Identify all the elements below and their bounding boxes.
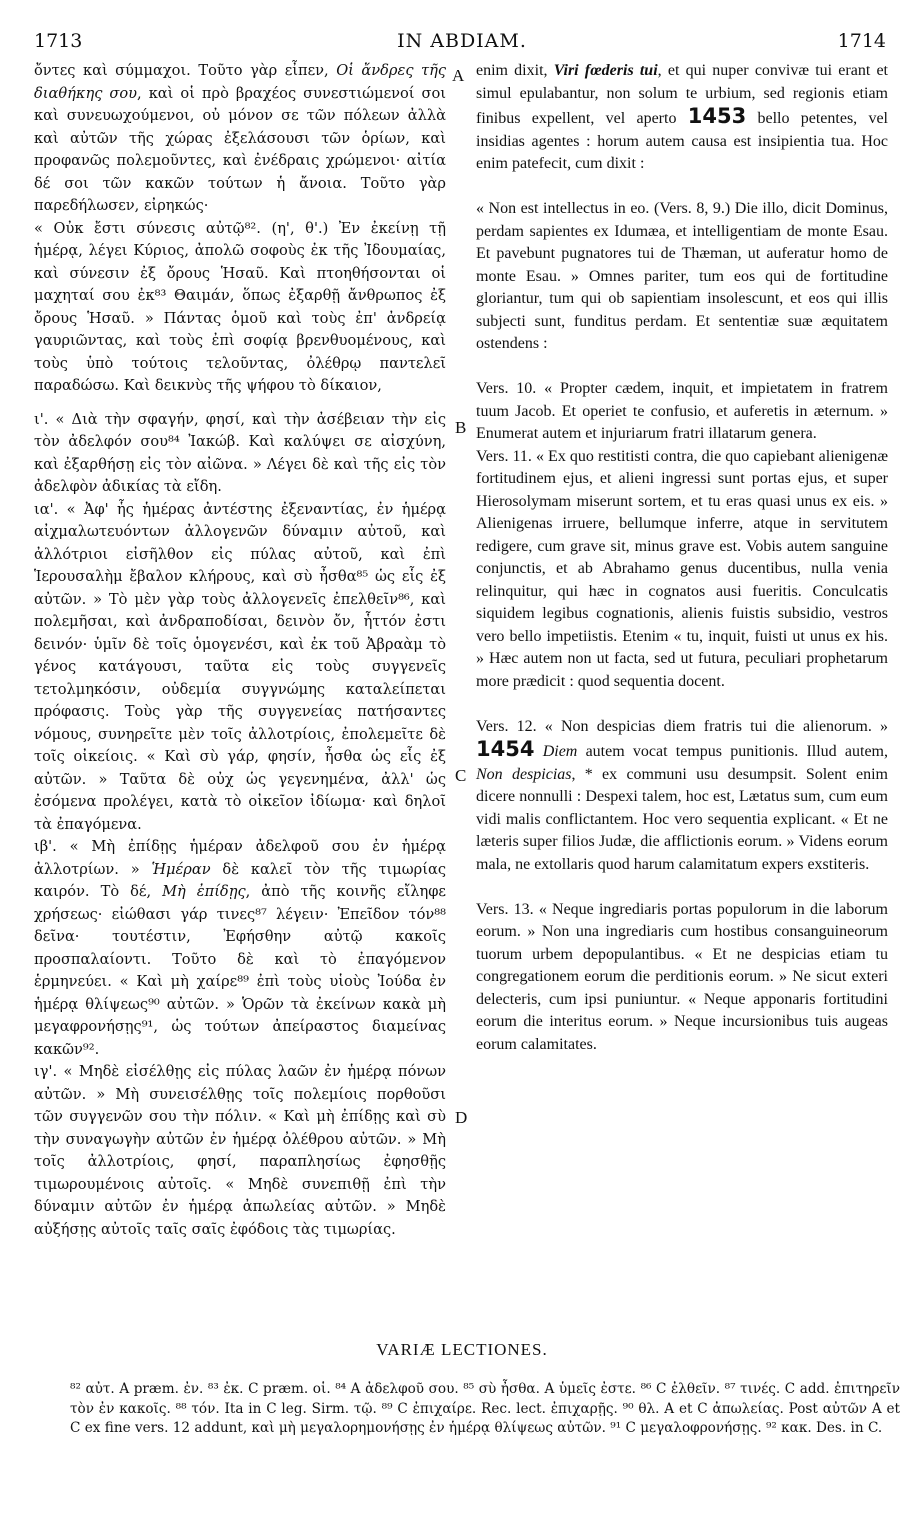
greek-paragraph-2: « Οὐκ ἔστι σύνεσις αὐτῷ⁸². (η', θ'.) Ἐν ἐκείνῃ τῇ ἡμέρᾳ, λέγει Κύριος, ἀπολῶ σοφοὺς ἐκ τῆς Ἰδουμαίας, καὶ σύνεσιν ἐξ ὄρους Ἡσαῦ. Καὶ πτοηθήσονται οἱ μαχηταί σου ἐκ⁸³ Θαιμάν, ὅπως ἐξαρθῇ ἄνθρωπος ἐξ ὄρους Ἡσαῦ. » Πάντας ὁμοῦ καὶ τοὺς ἐπ' ἀνδρείᾳ γαυριῶντας, καὶ τοὺς ἐπὶ σοφίᾳ βρενθυομένους, καὶ τοὺς ὑπὸ τούτοις τελοῦντας, ὀλέθρῳ παντελεῖ παραδώσω. Καὶ δεικνὺς τῆς ψήφου τὸ δίκαιον, (34, 219, 446, 394)
greek-paragraph-6: ιγ'. « Μηδὲ εἰσέλθῃς εἰς πύλας λαῶν ἐν ἡμέρᾳ πόνων αὐτῶν. » Μὴ συνεισέλθῃς τοῖς πολεμίοις πορθοῦσι τῶν συγγενῶν σου τὴν πόλιν. « Καὶ μὴ ἐπίδῃς καὶ σὺ τὴν συναγωγὴν αὐτῶν ἐν ἡμέρᾳ ὀλέθρου αὐτῶν. » Μὴ τοῖς ἀλλοτρίοις, φησί, παραπλησίως ἐφησθῇς τιμωρουμένοις αὐτοῖς. « Μηδὲ συνεπιθῇ ἐπὶ τὴν δύναμιν αὐτῶν ἐν ἡμέρᾳ ἀπωλείας αὐτῶν. » Μηδὲ αὐξήσῃς αὐτοῖς ταῖς σαῖς ἐφόδοις τὰς τιμωρίας. (34, 1063, 446, 1238)
greek-column (34, 60, 446, 1241)
latin-paragraph-5: Vers. 12. « Non despicias diem fratris tui die alienorum. » 1454 Diem autem vocat tempus punitionis. Illud autem, Non despicias, * ex communi usu desumpsit. Solent enim dicere nonnulli : Despexi talem, hoc est, Lætatus sum, cum eum vidi malis conflictantem. Hoc vero sequentia explicant. « Et ne læteris super filios Judæ, die afflictionis eorum. » Videns eorum mala, ne extollaris quod harum calamitatum expers exstiteris. (476, 717, 889, 873)
right-page-number: 1714 (837, 30, 886, 52)
latin-paragraph-6: Vers. 13. « Neque ingrediaris portas populorum in die laborum eorum. » Non una ingrediaris cum hostibus consanguineorum tuorum urbem depopulantibus. « Et ne despicias etiam tu congregationem eorum die perditionis eorum. » Ne sicut exteri delecteris, cum ipsi puniuntur. « Neque apponaris fortitudini eorum die interitus eorum. » Neque incursionibus tuis augeas eorum calamitates. (476, 900, 888, 1053)
latin-paragraph-1: enim dixit, Viri fœderis tui, et qui nuper convivæ tui erant et simul epulabantur, non solum te urbium, sed regionis etiam finibus expellent, vel aperto 1453 bello petentes, vel insidias agentes : horum autem causa est insipientia tua. Hoc enim patefecit, cum dixit : (476, 62, 889, 172)
column-number-1454: 1454 (476, 737, 535, 761)
latin-paragraph-4: Vers. 11. « Ex quo restitisti contra, die quo capiebant alienigenæ fortitudinem ejus, et alieni ingressi sunt portas ejus, et super Hierosolymam miserunt sortem, et tu eras quasi unus ex eis. » Alienigenas irruere, bellumque inferre, atque in servitutem redigere, cum grave sit, minus grave est. Vobis autem sanguine conjunctis, et ab Abrahamo genus ducentibus, nulla venia relinquitur, qui hæc in cognatos ausi fueritis. Conculcatis siquidem legibus cognationis, alienis fuistis subsidio, vestros vero bello impetiistis. Etenim « tu, inquit, fuisti ut unus ex his. » Hæc autem non ut facta, sed ut futura, peculiari prophetarum more prædicit : quod sequentia docent. (476, 447, 888, 690)
running-title: IN ABDIAM. (397, 30, 527, 52)
latin-paragraph-3: Vers. 10. « Propter cædem, inquit, et impietatem in fratrem tuum Jacob. Et operiet te confusio, et auferetis in æternum. » Enumerat autem et injuriarum fratri illatarum genera. (476, 380, 888, 442)
greek-paragraph-4: ια'. « Ἀφ' ἧς ἡμέρας ἀντέστης ἐξεναντίας, ἐν ἡμέρᾳ αἰχμαλωτευόντων ἀλλογενῶν δύναμιν αὐτοῦ, καὶ ἀλλότριοι εἰσῆλθον εἰς πύλας αὐτοῦ, καὶ ἐπὶ Ἱερουσαλὴμ ἔβαλον κλήρους, καὶ σὺ ἦσθα⁸⁵ ὡς εἷς ἐξ αὐτῶν. » Τὸ μὲν γὰρ τοὺς ἀλλογενεῖς ἐπελθεῖν⁸⁶, καὶ πολεμῆσαι, καὶ ἀνδραποδίσαι, δεινὸν ὄν, ἧττόν ἐστι δεινόν· ὑμῖν δὲ τοῖς ὁμογενέσι, καὶ ἐκ τοῦ Ἀβραὰμ τὸ γένος κατάγουσι, ταῦτα εἰς τοὺς συγγενεῖς τετολμηκόσιν, οὐδεμία συγγνώμης καταλείπεται πρόφασις. Τοὺς γὰρ τῆς συγγενείας πατήσαντες νόμους, συνηρεῖτε μὲν τοῖς ἀλλοτρίοις, ἐπολεμεῖτε δὲ τοῖς οἰκείοις. « Καὶ σὺ γάρ, φησίν, ἦσθα ὡς εἷς ἐξ αὐτῶν. » Ταῦτα δὲ οὐχ ὡς γεγενημένα, ἀλλ' ὡς ἐσόμενα προλέγει, κατὰ τὸ οἰκεῖον ἰδίωμα· καὶ δηλοῖ τὰ ἐπαγόμενα. (34, 500, 446, 833)
greek-paragraph-1: ὄντες καὶ σύμμαχοι. Τοῦτο γὰρ εἶπεν, Οἱ ἄνδρες τῆς διαθήκης σου, καὶ οἱ πρὸ βραχέος συνεστιώμενοί σοι καὶ συνευωχούμενοι, οὐ μόνον σε τῶν πόλεων ἀλλὰ καὶ αὐτῶν τῆς χώρας ἐξελάσουσι τῶν ὁρίων, καὶ προφανῶς πολεμοῦντες, καὶ ἐνέδραις χρώμενοι· αἰτία δέ σοι τῶν κακῶν τούτων ἡ ἄνοια. Τοῦτο γὰρ παρεδήλωσεν, εἰρηκώς· (34, 62, 446, 214)
variae-lectiones-notes: ⁸² αὐτ. A præm. ἐν. ⁸³ ἐκ. C præm. οἱ. ⁸⁴ A ἀδελφοῦ σου. ⁸⁵ σὺ ἦσθα. A ὑμεῖς ἐστε. ⁸⁶ C ἐλθεῖν. ⁸⁷ τινές. C add. ἐπιτηρεῖν τὸν ἐν κακοῖς. ⁸⁸ τόν. Ita in C leg. Sirm. τῷ. ⁸⁹ C ἐπιχαίρε. Rec. lect. ἐπιχαρῇς. ⁹⁰ θλ. A et C ἀπωλείας. Post αὐτῶν A et C ex fine vers. 12 addunt, καὶ μὴ μεγαλορημονήσῃς ἐν ἡμέρᾳ θλίψεως αὐτῶν. ⁹¹ C μεγαλοφρονήσῃς. ⁹² κακ. Des. in C. (70, 1381, 900, 1436)
margin-marker-b: B (455, 418, 467, 437)
latin-paragraph-2: « Non est intellectus in eo. (Vers. 8, 9.) Die illo, dicit Dominus, perdam sapientes ex Idumæa, et intelligentiam de monte Esau. Et pavebunt pugnatores tui de Thæman, ut auferatur homo de monte Esau. » Omnes pariter, tum eos qui de fortitudine gloriantur, tum qui ob sapientiam insolescunt, et eos qui illis subjecti sunt, funditus perdam. Et sententiæ suæ æquitatem ostendens : (476, 200, 888, 352)
greek-paragraph-3: ι'. « Διὰ τὴν σφαγήν, φησί, καὶ τὴν ἀσέβειαν τὴν εἰς τὸν ἀδελφόν σου⁸⁴ Ἰακώβ. Καὶ καλύψει σε αἰσχύνη, καὶ ἐξαρθήσῃ εἰς τὸν αἰῶνα. » Λέγει δὲ καὶ τῆς εἰς τὸν ἀδελφὸν ἀδικίας τὰ εἴδη. (34, 410, 446, 495)
greek-paragraph-5: ιβ'. « Μὴ ἐπίδῃς ἡμέραν ἀδελφοῦ σου ἐν ἡμέρᾳ ἀλλοτρίων. » Ἡμέραν δὲ καλεῖ τὸν τῆς τιμωρίας καιρόν. Τὸ δέ, Μὴ ἐπίδῃς, ἀπὸ τῆς κοινῆς εἴληφε χρήσεως· εἰώθασι γάρ τινες⁸⁷ λέγειν· Ἐπεῖδον τόν⁸⁸ δεῖνα· τουτέστιν, Ἐφήσθην αὐτῷ κακοῖς προσπαλαίοντι. Τοῦτο δὲ καὶ τὸ ἐπαγόμενον ἑρμηνεύει. « Καὶ μὴ χαίρε⁸⁹ ἐπὶ τοὺς υἱοὺς Ἰούδα ἐν ἡμέρᾳ θλίψεως⁹⁰ αὐτῶν. » Ὁρῶν τὰ ἐκείνων κακὰ μὴ μεγαφρονήσῃς⁹¹, ὡς τούτων ἀπείραστος διαμείνας κακῶν⁹². (34, 838, 446, 1058)
margin-marker-d: D (455, 1108, 468, 1127)
margin-marker-c: C (455, 766, 467, 785)
left-page-number: 1713 (34, 30, 83, 52)
column-number-1453: 1453 (687, 104, 747, 128)
variae-lectiones-title: VARIÆ LECTIONES. (376, 1340, 548, 1359)
latin-column (476, 60, 888, 1056)
margin-marker-a: A (452, 66, 465, 85)
